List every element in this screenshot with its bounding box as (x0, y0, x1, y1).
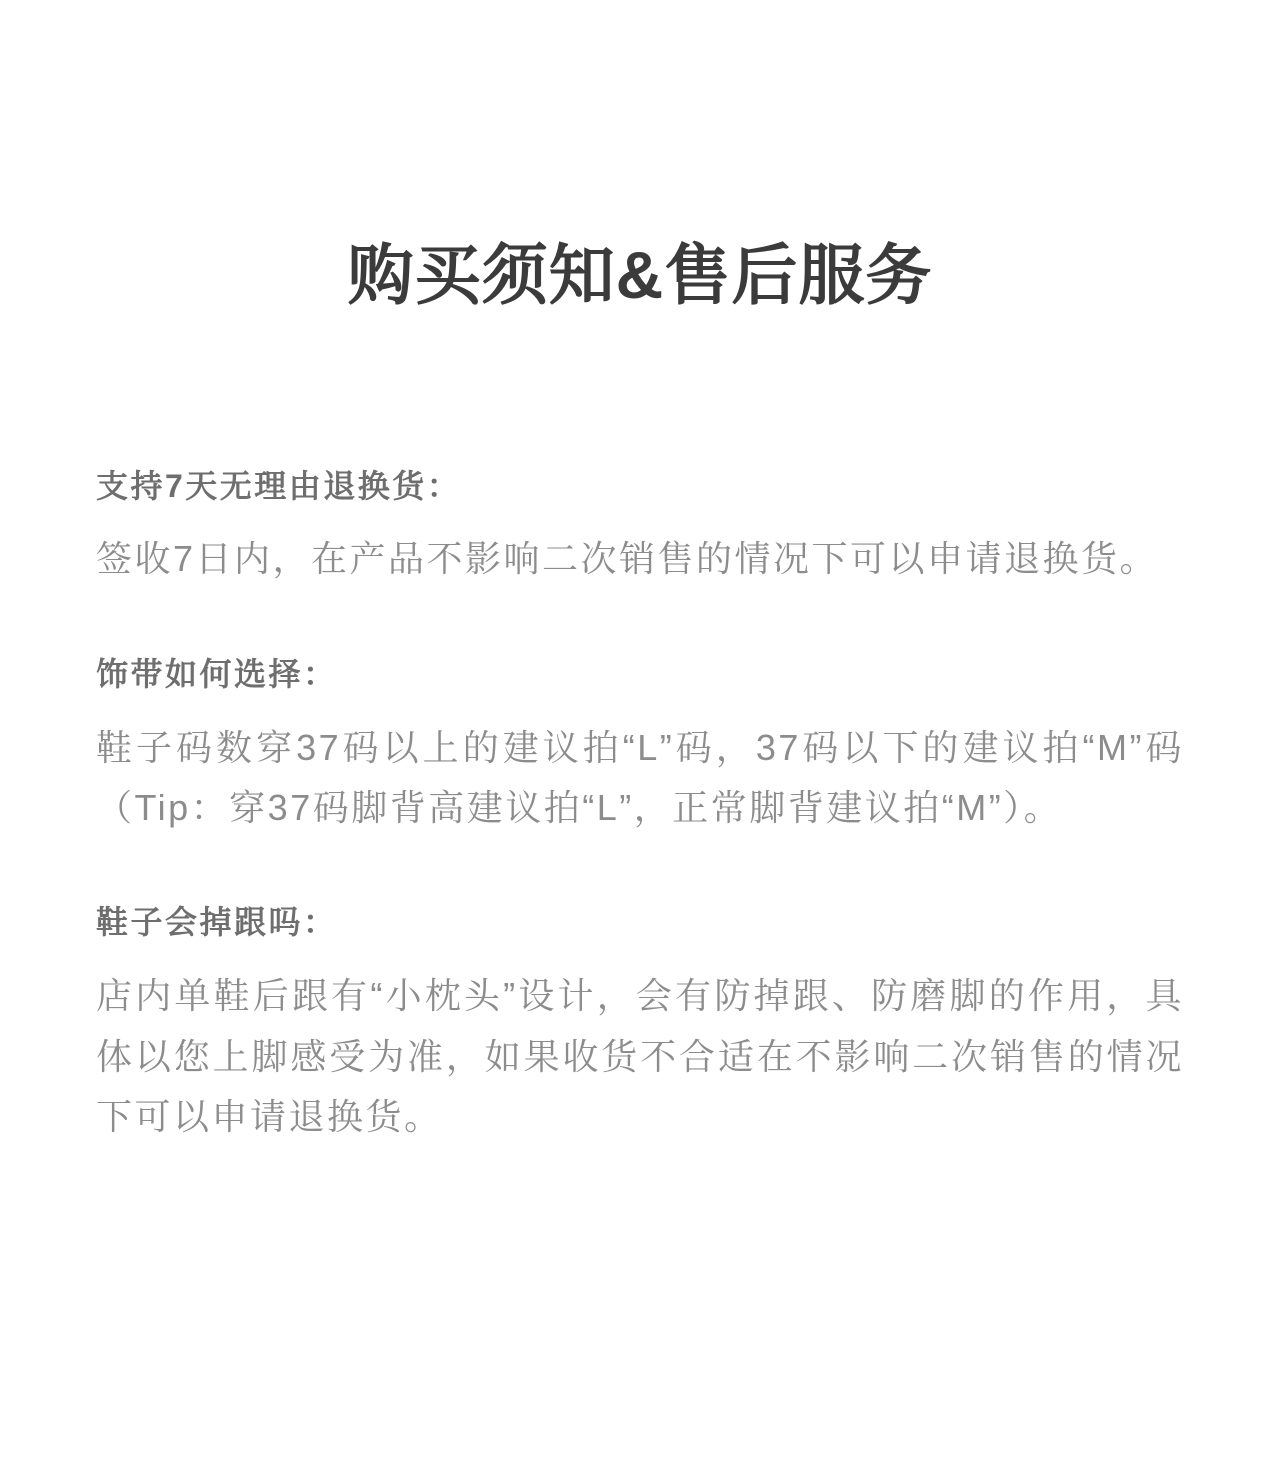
section-body: 店内单鞋后跟有“小枕头”设计，会有防掉跟、防磨脚的作用，具体以您上脚感受为准，如果收货不合适在不影响二次销售的情况下可以申请退换货。 (96, 975, 1184, 1138)
notice-sections (0, 466, 1280, 1148)
section-heading: 支持7天无理由退换货： (96, 467, 462, 504)
notice-section-heel-slip (96, 902, 1184, 1147)
section-body: 鞋子码数穿37码以上的建议拍“L”码，37码以下的建议拍“M”码（Tip：穿37码脚背高建议拍“L”，正常脚背建议拍“M”）。 (96, 726, 1184, 829)
notice-section-return-policy (96, 466, 1184, 590)
notice-section-strap-size (96, 654, 1184, 839)
section-body: 签收7日内，在产品不影响二次销售的情况下可以申请退换货。 (96, 538, 1159, 580)
section-heading: 饰带如何选择： (96, 655, 338, 692)
section-heading: 鞋子会掉跟吗： (96, 904, 338, 941)
page-title: 购买须知&售后服务 (347, 238, 933, 312)
